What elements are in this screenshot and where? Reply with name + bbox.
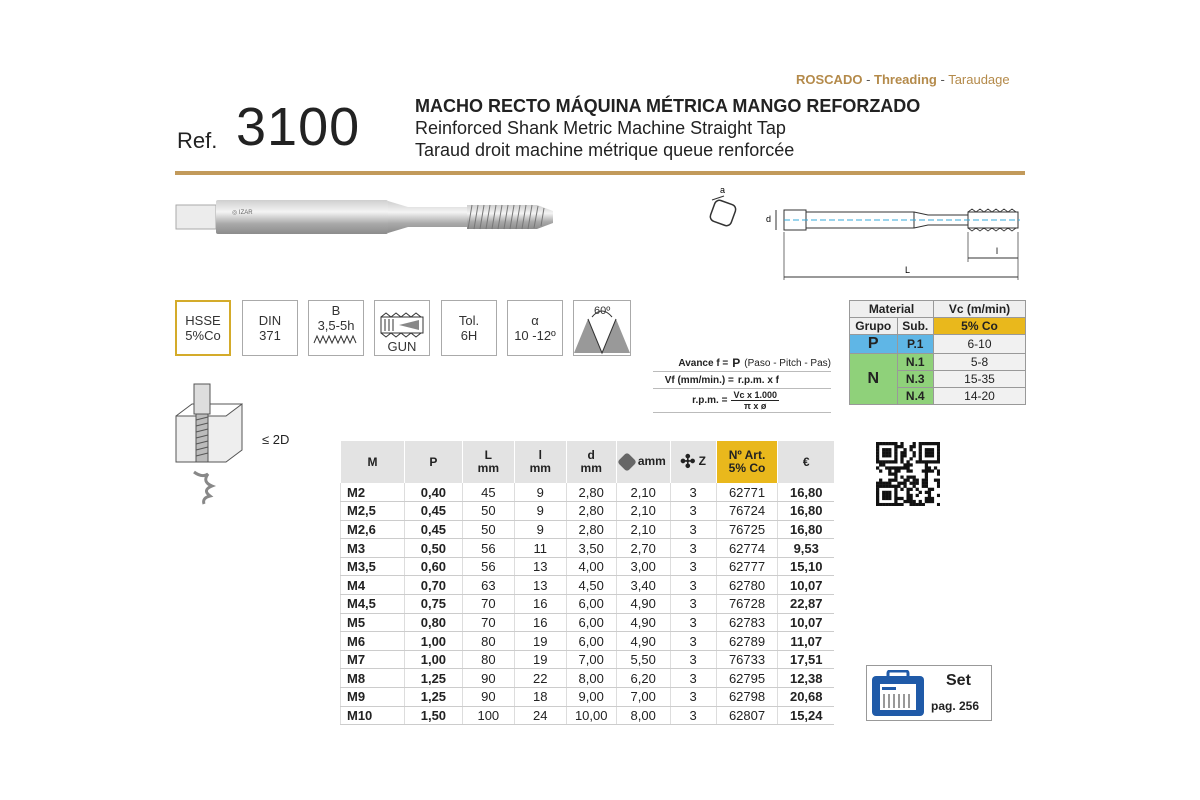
header-grupo: Grupo xyxy=(850,318,898,335)
cell-m: M3,5 xyxy=(341,557,405,576)
col-p xyxy=(404,441,462,483)
cell-l: 13 xyxy=(514,557,566,576)
cell-m: M2 xyxy=(341,483,405,502)
col-z-label: Z xyxy=(698,454,706,469)
table-row xyxy=(341,632,835,651)
cutting-formula xyxy=(653,355,831,413)
sub-cell: N.4 xyxy=(897,388,933,405)
cell-d: 2,80 xyxy=(566,502,616,521)
cell-a: 4,90 xyxy=(616,613,670,632)
vf-label: Vf (mm/min.) = xyxy=(664,374,734,386)
cell-m: M10 xyxy=(341,706,405,725)
cell-m: M9 xyxy=(341,688,405,707)
vc-cell: 15-35 xyxy=(934,371,1026,388)
title-es: MACHO RECTO MÁQUINA MÉTRICA MANGO REFORZADO xyxy=(415,96,921,116)
cell-L: 70 xyxy=(462,595,514,614)
cell-l: 22 xyxy=(514,669,566,688)
cell-price: 16,80 xyxy=(778,483,834,502)
cell-l: 24 xyxy=(514,706,566,725)
avance-p: P xyxy=(732,356,741,370)
table-header xyxy=(341,441,835,483)
table-row xyxy=(341,502,835,521)
col-price-label: € xyxy=(802,454,810,469)
vf-value: r.p.m. x f xyxy=(737,374,779,386)
formula-avance xyxy=(653,355,831,372)
cell-L: 50 xyxy=(462,502,514,521)
cell-L: 45 xyxy=(462,483,514,502)
cell-d: 6,00 xyxy=(566,613,616,632)
col-a-unit: mm xyxy=(644,454,666,469)
cell-a: 7,00 xyxy=(616,688,670,707)
depth-label: ≤ 2D xyxy=(262,432,290,447)
sub-cell: N.3 xyxy=(897,371,933,388)
cell-a: 3,00 xyxy=(616,557,670,576)
cell-z: 3 xyxy=(670,706,716,725)
title-en: Reinforced Shank Metric Machine Straight Tap xyxy=(415,118,786,138)
case-icon xyxy=(870,670,926,718)
cell-price: 22,87 xyxy=(778,595,834,614)
avance-desc: (Paso - Pitch - Pas) xyxy=(744,357,831,369)
table-row xyxy=(341,650,835,669)
cell-art: 76728 xyxy=(716,595,778,614)
rpm-fraction xyxy=(731,390,779,411)
cell-l: 19 xyxy=(514,650,566,669)
cell-l: 9 xyxy=(514,483,566,502)
square-icon xyxy=(618,452,638,472)
cell-a: 2,10 xyxy=(616,483,670,502)
cell-L: 50 xyxy=(462,520,514,539)
cell-p: 1,25 xyxy=(404,669,462,688)
cell-d: 9,00 xyxy=(566,688,616,707)
cell-a: 8,00 xyxy=(616,706,670,725)
cell-l: 16 xyxy=(514,613,566,632)
cell-art: 76725 xyxy=(716,520,778,539)
spec-din-line2: 371 xyxy=(259,328,281,343)
cell-z: 3 xyxy=(670,483,716,502)
gun-tap-icon xyxy=(377,311,427,339)
cell-z: 3 xyxy=(670,650,716,669)
dim-d-label: d xyxy=(766,214,772,224)
cell-art: 62789 xyxy=(716,632,778,651)
cell-price: 15,10 xyxy=(778,557,834,576)
spec-material xyxy=(175,300,231,356)
cell-a: 5,50 xyxy=(616,650,670,669)
dim-L-label: L xyxy=(905,265,911,275)
cell-L: 100 xyxy=(462,706,514,725)
spec-tolerance-b xyxy=(308,300,364,356)
cell-l: 18 xyxy=(514,688,566,707)
header-material: Material xyxy=(850,301,934,318)
vc-cell: 5-8 xyxy=(934,354,1026,371)
col-art-label: Nº Art. xyxy=(728,448,766,462)
grupo-n: N xyxy=(850,354,898,405)
table-row xyxy=(341,706,835,725)
cell-price: 12,38 xyxy=(778,669,834,688)
cell-p: 0,75 xyxy=(404,595,462,614)
cell-price: 9,53 xyxy=(778,539,834,558)
cell-p: 1,50 xyxy=(404,706,462,725)
col-L-label: L xyxy=(484,448,492,462)
cell-L: 56 xyxy=(462,539,514,558)
spec-alpha xyxy=(507,300,563,356)
set-page: pag. 256 xyxy=(931,699,980,713)
col-p-label: P xyxy=(429,454,438,469)
table-row xyxy=(341,520,835,539)
cell-art: 62771 xyxy=(716,483,778,502)
cell-art: 62783 xyxy=(716,613,778,632)
cell-m: M2,6 xyxy=(341,520,405,539)
cell-art: 62774 xyxy=(716,539,778,558)
col-a-label: a xyxy=(637,454,645,469)
col-art xyxy=(716,441,778,483)
cell-price: 16,80 xyxy=(778,502,834,521)
cell-p: 0,80 xyxy=(404,613,462,632)
formula-vf xyxy=(653,372,831,389)
cell-p: 0,45 xyxy=(404,520,462,539)
cell-m: M2,5 xyxy=(341,502,405,521)
cell-m: M6 xyxy=(341,632,405,651)
cell-z: 3 xyxy=(670,632,716,651)
cell-d: 3,50 xyxy=(566,539,616,558)
cell-d: 7,00 xyxy=(566,650,616,669)
cell-d: 2,80 xyxy=(566,520,616,539)
angle-label: 60º xyxy=(594,305,611,317)
cell-a: 2,10 xyxy=(616,502,670,521)
title-fr: Taraud droit machine métrique queue renforcée xyxy=(415,140,795,160)
spec-tol-b-line1: B xyxy=(331,303,341,318)
cell-L: 80 xyxy=(462,632,514,651)
spec-gun-label: GUN xyxy=(387,339,417,354)
tap-drawing xyxy=(700,180,1030,285)
cell-p: 0,70 xyxy=(404,576,462,595)
category-es: ROSCADO xyxy=(796,72,863,87)
cell-L: 63 xyxy=(462,576,514,595)
cell-price: 17,51 xyxy=(778,650,834,669)
vc-cell: 14-20 xyxy=(934,388,1026,405)
spec-gun xyxy=(374,300,430,356)
cell-d: 2,80 xyxy=(566,483,616,502)
cell-d: 4,00 xyxy=(566,557,616,576)
vc-cell: 6-10 xyxy=(934,335,1026,354)
cell-m: M4,5 xyxy=(341,595,405,614)
sub-cell: N.1 xyxy=(897,354,933,371)
category-fr: Taraudage xyxy=(948,72,1010,87)
cell-art: 62807 xyxy=(716,706,778,725)
header-sub: Sub. xyxy=(897,318,933,335)
cell-price: 10,07 xyxy=(778,613,834,632)
table-row xyxy=(341,539,835,558)
cell-L: 90 xyxy=(462,688,514,707)
category-en: Threading xyxy=(874,72,937,87)
cell-l: 9 xyxy=(514,520,566,539)
header-co: 5% Co xyxy=(934,318,1026,335)
category-line xyxy=(796,72,1010,87)
cell-p: 0,60 xyxy=(404,557,462,576)
spec-tol-line1: Tol. xyxy=(458,313,480,328)
header-rule xyxy=(175,171,1025,175)
spec-angle xyxy=(573,300,631,356)
table-row xyxy=(341,483,835,502)
sub-cell: P.1 xyxy=(897,335,933,354)
ref-label: Ref. xyxy=(177,128,218,153)
col-d-label: d xyxy=(587,448,595,462)
table-row xyxy=(341,688,835,707)
cell-a: 4,90 xyxy=(616,632,670,651)
cell-p: 1,00 xyxy=(404,632,462,651)
col-m-label: M xyxy=(367,454,378,469)
col-price xyxy=(778,441,834,483)
rpm-denominator: π x ø xyxy=(744,401,767,411)
col-d xyxy=(566,441,616,483)
cell-a: 2,10 xyxy=(616,520,670,539)
cell-a: 2,70 xyxy=(616,539,670,558)
cell-d: 10,00 xyxy=(566,706,616,725)
header-vc: Vc (m/min) xyxy=(934,301,1026,318)
cell-price: 16,80 xyxy=(778,520,834,539)
cell-z: 3 xyxy=(670,613,716,632)
cell-z: 3 xyxy=(670,557,716,576)
cell-art: 76733 xyxy=(716,650,778,669)
cell-l: 19 xyxy=(514,632,566,651)
cell-z: 3 xyxy=(670,576,716,595)
cell-d: 8,00 xyxy=(566,669,616,688)
spec-tol-line2: 6H xyxy=(460,328,478,343)
spec-din-line1: DIN xyxy=(258,313,282,328)
cell-L: 90 xyxy=(462,669,514,688)
cell-d: 4,50 xyxy=(566,576,616,595)
cell-art: 62777 xyxy=(716,557,778,576)
qr-code xyxy=(876,442,940,506)
cell-price: 11,07 xyxy=(778,632,834,651)
spec-alpha-line2: 10 -12º xyxy=(514,328,556,343)
cell-m: M7 xyxy=(341,650,405,669)
cell-l: 9 xyxy=(514,502,566,521)
cell-art: 62798 xyxy=(716,688,778,707)
col-art-sub: 5% Co xyxy=(728,461,766,475)
cell-z: 3 xyxy=(670,539,716,558)
svg-text:◎ IZAR: ◎ IZAR xyxy=(232,210,253,216)
table-row xyxy=(341,669,835,688)
col-l-label: l xyxy=(538,448,542,462)
col-m xyxy=(341,441,405,483)
table-row xyxy=(341,613,835,632)
spec-alpha-line1: α xyxy=(531,313,539,328)
formula-rpm xyxy=(653,389,831,413)
cell-l: 13 xyxy=(514,576,566,595)
cell-d: 6,00 xyxy=(566,595,616,614)
cell-L: 80 xyxy=(462,650,514,669)
tap-photo xyxy=(172,192,562,242)
dimension-table xyxy=(340,441,834,725)
table-row xyxy=(341,557,835,576)
spec-material-line1: HSSE xyxy=(185,313,221,328)
col-L-unit: mm xyxy=(477,461,499,475)
thread-angle-icon xyxy=(574,301,630,355)
cell-z: 3 xyxy=(670,502,716,521)
cell-price: 20,68 xyxy=(778,688,834,707)
cell-art: 62795 xyxy=(716,669,778,688)
cell-p: 0,45 xyxy=(404,502,462,521)
cell-z: 3 xyxy=(670,669,716,688)
cell-d: 6,00 xyxy=(566,632,616,651)
spec-tol-b-line2: 3,5-5h xyxy=(317,318,355,333)
cell-m: M8 xyxy=(341,669,405,688)
cell-art: 62780 xyxy=(716,576,778,595)
table-row xyxy=(341,576,835,595)
spec-tolerance xyxy=(441,300,497,356)
col-l xyxy=(514,441,566,483)
rpm-numerator: Vc x 1.000 xyxy=(733,390,777,400)
separator: - xyxy=(862,72,875,87)
set-label: Set xyxy=(946,672,971,689)
blind-hole-icon xyxy=(172,380,252,512)
cell-a: 3,40 xyxy=(616,576,670,595)
col-l-unit: mm xyxy=(529,461,551,475)
material-table xyxy=(849,300,1026,405)
cell-p: 0,50 xyxy=(404,539,462,558)
thread-icon xyxy=(312,333,360,345)
cell-z: 3 xyxy=(670,520,716,539)
col-a xyxy=(616,441,670,483)
cell-L: 56 xyxy=(462,557,514,576)
avance-label: Avance f = xyxy=(678,357,729,369)
ref-number: 3100 xyxy=(236,97,361,157)
cell-price: 10,07 xyxy=(778,576,834,595)
cell-L: 70 xyxy=(462,613,514,632)
separator: - xyxy=(936,72,949,87)
cell-price: 15,24 xyxy=(778,706,834,725)
cell-m: M4 xyxy=(341,576,405,595)
dim-a-label: a xyxy=(720,185,726,195)
cell-a: 4,90 xyxy=(616,595,670,614)
cell-l: 11 xyxy=(514,539,566,558)
cell-l: 16 xyxy=(514,595,566,614)
grupo-p: P xyxy=(850,335,898,354)
cell-p: 0,40 xyxy=(404,483,462,502)
spec-din xyxy=(242,300,298,356)
col-d-unit: mm xyxy=(580,461,602,475)
dim-l-label: l xyxy=(996,246,998,256)
col-z xyxy=(670,441,716,483)
cell-z: 3 xyxy=(670,595,716,614)
cell-z: 3 xyxy=(670,688,716,707)
cell-a: 6,20 xyxy=(616,669,670,688)
spec-material-line2: 5%Co xyxy=(185,328,221,343)
cell-p: 1,00 xyxy=(404,650,462,669)
cell-art: 76724 xyxy=(716,502,778,521)
table-row xyxy=(341,595,835,614)
cell-m: M5 xyxy=(341,613,405,632)
cell-p: 1,25 xyxy=(404,688,462,707)
rpm-label: r.p.m. = xyxy=(692,395,728,406)
cell-m: M3 xyxy=(341,539,405,558)
flutes-icon: ✣ xyxy=(680,451,696,472)
col-L xyxy=(462,441,514,483)
